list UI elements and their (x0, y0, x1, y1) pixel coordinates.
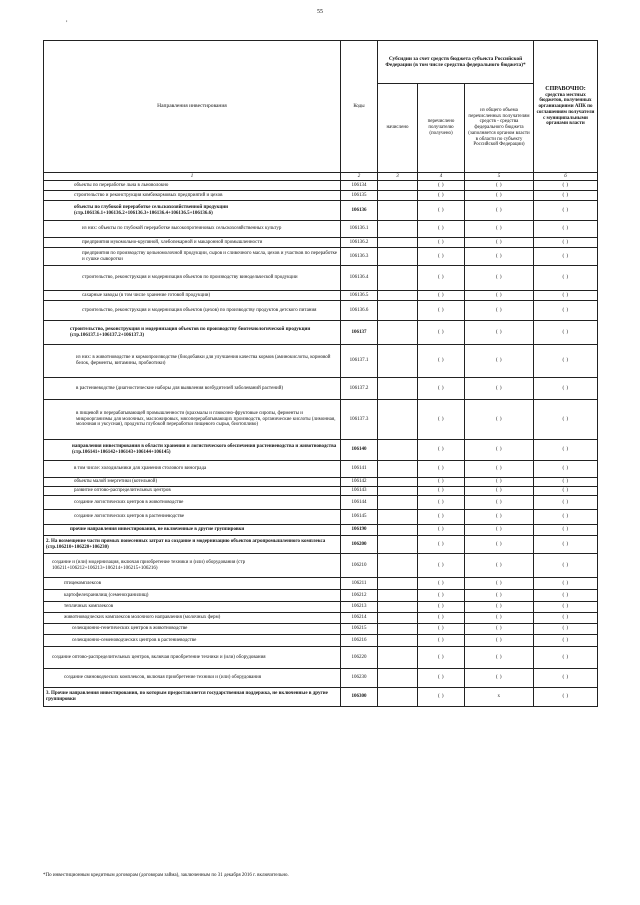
row-transferred: ( ) (418, 478, 465, 487)
row-federal: ( ) (465, 201, 534, 221)
row-federal: ( ) (465, 510, 534, 525)
row-accrued (378, 201, 418, 221)
row-transferred: ( ) (418, 590, 465, 602)
row-code: 106136 (341, 201, 378, 221)
row-code: 106214 (341, 613, 378, 624)
table-row (44, 496, 598, 510)
row-transferred: ( ) (418, 624, 465, 635)
column-numbers-row (44, 173, 598, 181)
row-accrued (378, 525, 418, 536)
row-code: 106190 (341, 525, 378, 536)
row-code: 106212 (341, 590, 378, 602)
row-reference: ( ) (534, 487, 598, 496)
row-reference: ( ) (534, 400, 598, 440)
row-label: из них: объекты по глубокой переработке высокопротеиновых сельскохозяйственных культур (44, 221, 341, 238)
row-code: 106216 (341, 635, 378, 647)
row-code: 106143 (341, 487, 378, 496)
row-transferred: ( ) (418, 248, 465, 266)
row-accrued (378, 478, 418, 487)
row-code: 106141 (341, 461, 378, 478)
row-code: 106136.6 (341, 301, 378, 321)
row-code: 106136.1 (341, 221, 378, 238)
row-label: строительство, реконструкция и модернизация объектов (цехов) по производству продуктов детского питания (44, 301, 341, 321)
row-accrued (378, 647, 418, 669)
row-transferred: ( ) (418, 345, 465, 378)
table-row (44, 201, 598, 221)
row-reference: ( ) (534, 238, 598, 248)
row-label: в растениеводстве (диагностические наборы для выявления возбудителей заболеваний растений) (44, 378, 341, 400)
header-subsidies: Субсидии за счет средств бюджета субъекта Российской Федерации (в том числе средства федерального бюджета)* (378, 41, 534, 84)
row-accrued (378, 181, 418, 191)
row-federal: ( ) (465, 266, 534, 291)
row-code: 106137.1 (341, 345, 378, 378)
col-number: 1 (44, 173, 341, 181)
row-federal: ( ) (465, 647, 534, 669)
row-federal: ( ) (465, 590, 534, 602)
row-transferred: ( ) (418, 496, 465, 510)
row-label: направления инвестирования в области хранения и логистического обеспечения растениеводства и животноводства (стр.106141+106142+106143+106144+106145) (44, 440, 341, 461)
row-code: 106215 (341, 624, 378, 635)
row-label: строительство, реконструкция и модернизация объектов по производству винодельческой продукции (44, 266, 341, 291)
row-reference: ( ) (534, 248, 598, 266)
row-code: 106137 (341, 321, 378, 345)
row-reference: ( ) (534, 496, 598, 510)
row-label: картофелехранилищ (семенохранилищ) (44, 590, 341, 602)
row-federal: ( ) (465, 578, 534, 590)
row-transferred: ( ) (418, 669, 465, 688)
row-code: 106210 (341, 554, 378, 578)
row-transferred: ( ) (418, 688, 465, 707)
table-row (44, 301, 598, 321)
row-accrued (378, 345, 418, 378)
row-transferred: ( ) (418, 647, 465, 669)
row-reference: ( ) (534, 291, 598, 301)
table-row (44, 554, 598, 578)
row-reference: ( ) (534, 191, 598, 201)
table-row (44, 669, 598, 688)
row-reference: ( ) (534, 201, 598, 221)
row-label: развитие оптово-распределительных центров (44, 487, 341, 496)
row-reference: ( ) (534, 602, 598, 613)
row-accrued (378, 301, 418, 321)
row-transferred: ( ) (418, 461, 465, 478)
row-label: тепличных комплексов (44, 602, 341, 613)
table-row (44, 647, 598, 669)
row-label: создание и (или) модернизация, включая приобретение техники и (или) оборудования (стр 106211+106212+106213+106214+106215+106216) (44, 554, 341, 578)
header-transferred: перечислено получателю (получено) (418, 84, 465, 173)
row-code: 106136.3 (341, 248, 378, 266)
row-federal: ( ) (465, 669, 534, 688)
row-code: 106220 (341, 647, 378, 669)
row-accrued (378, 400, 418, 440)
row-accrued (378, 440, 418, 461)
row-federal: ( ) (465, 496, 534, 510)
row-transferred: ( ) (418, 536, 465, 554)
row-transferred: ( ) (418, 510, 465, 525)
row-label: создание свиноводческих комплексов, включая приобретение техники и (или) оборудования (44, 669, 341, 688)
row-label: в том числе: холодильники для хранения столового винограда (44, 461, 341, 478)
table-row (44, 461, 598, 478)
table-row (44, 478, 598, 487)
row-label: объекты малой энергетики (котельной) (44, 478, 341, 487)
row-accrued (378, 590, 418, 602)
row-federal: ( ) (465, 440, 534, 461)
row-reference: ( ) (534, 221, 598, 238)
row-code: 106300 (341, 688, 378, 707)
row-transferred: ( ) (418, 400, 465, 440)
row-accrued (378, 578, 418, 590)
header-codes: Коды (341, 41, 378, 173)
row-reference: ( ) (534, 478, 598, 487)
row-reference: ( ) (534, 266, 598, 291)
row-label: селекционно-семеноводческих центров в растениеводстве (44, 635, 341, 647)
row-accrued (378, 266, 418, 291)
row-accrued (378, 221, 418, 238)
row-code: 106213 (341, 602, 378, 613)
page-number: 55 (317, 9, 323, 15)
col-number: 5 (465, 173, 534, 181)
row-code: 106211 (341, 578, 378, 590)
row-reference: ( ) (534, 461, 598, 478)
row-label: селекционно-генетических центров в животноводстве (44, 624, 341, 635)
row-accrued (378, 602, 418, 613)
row-accrued (378, 669, 418, 688)
row-federal: ( ) (465, 525, 534, 536)
row-transferred: ( ) (418, 613, 465, 624)
row-accrued (378, 496, 418, 510)
row-transferred: ( ) (418, 221, 465, 238)
row-label: животноводческих комплексов молочного направления (молочных ферм) (44, 613, 341, 624)
row-accrued (378, 238, 418, 248)
row-accrued (378, 461, 418, 478)
row-federal: ( ) (465, 487, 534, 496)
row-federal: ( ) (465, 613, 534, 624)
row-reference: ( ) (534, 624, 598, 635)
row-federal: ( ) (465, 635, 534, 647)
row-code: 106200 (341, 536, 378, 554)
row-label: сахарные заводы (в том числе хранение готовой продукции) (44, 291, 341, 301)
row-transferred: ( ) (418, 238, 465, 248)
table-row (44, 181, 598, 191)
header-direction: Направления инвестирования (44, 41, 341, 173)
row-federal: ( ) (465, 321, 534, 345)
row-federal: ( ) (465, 291, 534, 301)
row-accrued (378, 688, 418, 707)
row-code: 106136.2 (341, 238, 378, 248)
row-code: 106140 (341, 440, 378, 461)
row-reference: ( ) (534, 536, 598, 554)
row-federal: ( ) (465, 181, 534, 191)
col-number: 4 (418, 173, 465, 181)
row-transferred: ( ) (418, 440, 465, 461)
table-row (44, 238, 598, 248)
row-accrued (378, 487, 418, 496)
row-label: 2. На возмещение части прямых понесенных затрат на создание и модернизацию объектов агропромышленного комплекса (стр.106210+106220+106230) (44, 536, 341, 554)
row-reference: ( ) (534, 590, 598, 602)
row-code: 106135 (341, 191, 378, 201)
row-accrued (378, 291, 418, 301)
table-row (44, 590, 598, 602)
row-label: в пищевой и перерабатывающей промышленности (крахмалы и глюкозно-фруктовые сиропы, ферменты и микроорганизмы для молочных, масложировых, мясоперерабатывающих производств, органические кислоты (лимонная, молочная и уксусная), продукты глубокой переработки пищевого сырья, биотопливо) (44, 400, 341, 440)
row-federal: ( ) (465, 461, 534, 478)
col-number: 2 (341, 173, 378, 181)
row-transferred: ( ) (418, 487, 465, 496)
row-transferred: ( ) (418, 378, 465, 400)
row-reference: ( ) (534, 525, 598, 536)
row-reference: ( ) (534, 181, 598, 191)
table-row (44, 602, 598, 613)
row-transferred: ( ) (418, 191, 465, 201)
row-federal: ( ) (465, 238, 534, 248)
row-reference: ( ) (534, 578, 598, 590)
row-reference: ( ) (534, 647, 598, 669)
row-reference: ( ) (534, 378, 598, 400)
table-row (44, 536, 598, 554)
row-label: строительство и реконструкция комбикормовых предприятий и цехов (44, 191, 341, 201)
row-transferred: ( ) (418, 554, 465, 578)
row-reference: ( ) (534, 345, 598, 378)
col-number: 3 (378, 173, 418, 181)
table-row (44, 221, 598, 238)
table-row (44, 578, 598, 590)
header-reference-sub: средства местных бюджетов, полученных организациями АПК по соглашениям получатели с муниципальными органами власти (536, 92, 595, 127)
row-label: объекты по глубокой переработке сельскохозяйственной продукции (стр.106136.1+106136.2+106136.3+106136.4+106136.5+106136.6) (44, 201, 341, 221)
row-label: предприятия по производству цельномолочной продукции, сыров и сливочного масла, цехов и участков по переработке и сушке сыворотки (44, 248, 341, 266)
row-transferred: ( ) (418, 201, 465, 221)
row-transferred: ( ) (418, 321, 465, 345)
row-federal: ( ) (465, 345, 534, 378)
row-reference: ( ) (534, 613, 598, 624)
row-transferred: ( ) (418, 266, 465, 291)
row-federal: ( ) (465, 602, 534, 613)
row-label: создание логистических центров в растениеводстве (44, 510, 341, 525)
row-accrued (378, 321, 418, 345)
row-reference: ( ) (534, 440, 598, 461)
row-accrued (378, 536, 418, 554)
row-reference: ( ) (534, 688, 598, 707)
table-row (44, 613, 598, 624)
row-federal: ( ) (465, 248, 534, 266)
row-reference: ( ) (534, 510, 598, 525)
col-number: 6 (534, 173, 598, 181)
row-transferred: ( ) (418, 525, 465, 536)
header-reference (534, 41, 598, 173)
row-label: создание оптово-распределительных центров, включая приобретение техники и (или) оборудования (44, 647, 341, 669)
corner-mark: , (66, 17, 68, 23)
row-federal: ( ) (465, 221, 534, 238)
table-row (44, 635, 598, 647)
table-row (44, 440, 598, 461)
row-reference: ( ) (534, 635, 598, 647)
row-label: из них: в животноводстве и кормопроизводстве (биодобавки для улучшения качества кормов (аминокислоты, кормовой белок, ферменты, витамины, пробиотики) (44, 345, 341, 378)
row-code: 106136.5 (341, 291, 378, 301)
table-row (44, 291, 598, 301)
row-accrued (378, 613, 418, 624)
row-federal: ( ) (465, 400, 534, 440)
row-label: предприятия мукомольно-крупяной, хлебопекарной и макаронной промышленности (44, 238, 341, 248)
row-federal: ( ) (465, 191, 534, 201)
row-code: 106136.4 (341, 266, 378, 291)
row-code: 106137.3 (341, 400, 378, 440)
row-transferred: ( ) (418, 602, 465, 613)
footnote: *По инвестиционным кредитным договорам (договорам займа), заключенным по 31 декабря 2016 г. включительно. (43, 873, 289, 878)
table-row (44, 510, 598, 525)
row-reference: ( ) (534, 321, 598, 345)
row-accrued (378, 554, 418, 578)
row-federal: ( ) (465, 536, 534, 554)
row-transferred: ( ) (418, 291, 465, 301)
table-row (44, 525, 598, 536)
row-code: 106144 (341, 496, 378, 510)
row-federal: x (465, 688, 534, 707)
row-accrued (378, 248, 418, 266)
row-accrued (378, 624, 418, 635)
table-row (44, 378, 598, 400)
table-row (44, 191, 598, 201)
row-accrued (378, 510, 418, 525)
row-transferred: ( ) (418, 635, 465, 647)
row-federal: ( ) (465, 478, 534, 487)
header-accrued: начислено (378, 84, 418, 173)
table-row (44, 400, 598, 440)
row-label: создание логистических центров в животноводстве (44, 496, 341, 510)
table-row (44, 487, 598, 496)
table-row (44, 321, 598, 345)
row-reference: ( ) (534, 301, 598, 321)
row-label: птицекомплексов (44, 578, 341, 590)
row-transferred: ( ) (418, 181, 465, 191)
row-code: 106137.2 (341, 378, 378, 400)
table-row (44, 345, 598, 378)
table-row (44, 688, 598, 707)
row-code: 106134 (341, 181, 378, 191)
table-row (44, 624, 598, 635)
row-reference: ( ) (534, 554, 598, 578)
row-accrued (378, 191, 418, 201)
row-label: объекты по переработке льна в льноволокно (44, 181, 341, 191)
investment-table (43, 40, 598, 707)
header-reference-title: СПРАВОЧНО: (545, 85, 586, 92)
row-accrued (378, 378, 418, 400)
row-label: прочие направления инвестирования, не включенные в другие группировки (44, 525, 341, 536)
row-federal: ( ) (465, 301, 534, 321)
row-label: 3. Прочие направления инвестирования, по которым предоставляется государственная поддержка, не включенные в другие группировки (44, 688, 341, 707)
row-accrued (378, 635, 418, 647)
table-row (44, 266, 598, 291)
row-federal: ( ) (465, 624, 534, 635)
row-code: 106230 (341, 669, 378, 688)
row-transferred: ( ) (418, 578, 465, 590)
header-of-total: из общего объема перечисленных получателям средств - средства федерального бюджета (заполняется органом власти в области по субъекту Российской Федерации) (465, 84, 534, 173)
row-federal: ( ) (465, 554, 534, 578)
row-label: строительство, реконструкция и модернизация объектов по производству биотехнологической продукции (стр.106137.1+106137.2+106137.3) (44, 321, 341, 345)
table-row (44, 248, 598, 266)
row-code: 106145 (341, 510, 378, 525)
row-reference: ( ) (534, 669, 598, 688)
row-code: 106142 (341, 478, 378, 487)
row-federal: ( ) (465, 378, 534, 400)
row-transferred: ( ) (418, 301, 465, 321)
